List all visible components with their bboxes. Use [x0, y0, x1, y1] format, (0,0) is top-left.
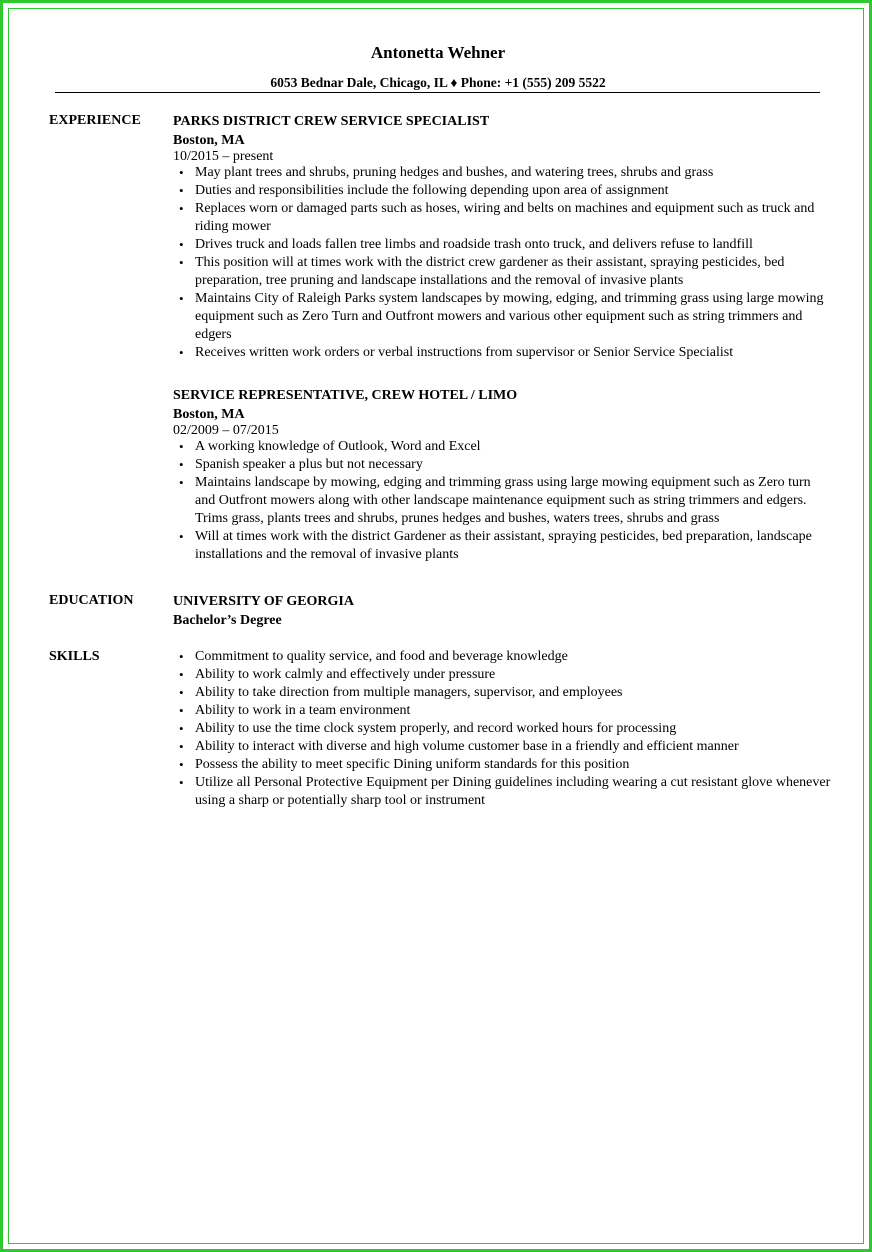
section-label-skills: SKILLS — [49, 649, 100, 664]
list-item: • Ability to interact with diverse and high volume customer base in a friendly and efficient manner — [173, 738, 833, 756]
contact-line: 6053 Bednar Dale, Chicago, IL ♦ Phone: +1 (555) 209 5522 — [270, 75, 606, 90]
list-item: • Ability to use the time clock system properly, and record worked hours for processing — [173, 720, 833, 738]
list-item: • Drives truck and loads fallen tree limbs and roadside trash onto truck, and delivers refuse to landfill — [173, 236, 833, 254]
resume-page — [8, 8, 864, 1244]
list-item: • Ability to work in a team environment — [173, 702, 833, 720]
list-item: • Maintains landscape by mowing, edging and trimming grass using large mowing equipment such as Zero turn and Outfront mowers along with other landscape maintenance equipment such as string trimmers and edgers. Trims grass, plants trees and shrubs, prunes hedges and bushes, waters trees, shrubs and grass — [173, 474, 833, 528]
job-bullet-list — [173, 164, 833, 362]
list-item: • Spanish speaker a plus but not necessary — [173, 456, 833, 474]
job-location: Boston, MA — [173, 133, 245, 148]
list-item: • This position will at times work with the district crew gardener as their assistant, spraying pesticides, bed preparation, tree pruning and landscape installations and the removal of invasive plants — [173, 254, 833, 290]
resume-name: Antonetta Wehner — [370, 43, 506, 62]
list-item: • May plant trees and shrubs, pruning hedges and bushes, and watering trees, shrubs and grass — [173, 164, 833, 182]
degree: Bachelor’s Degree — [173, 613, 282, 628]
list-item: • Receives written work orders or verbal instructions from supervisor or Senior Service Specialist — [173, 344, 833, 362]
skills-list — [173, 648, 833, 810]
list-item: • Ability to work calmly and effectively under pressure — [173, 666, 833, 684]
job-bullet-list — [173, 438, 833, 564]
list-item: • Possess the ability to meet specific Dining uniform standards for this position — [173, 756, 833, 774]
job-dates: 02/2009 – 07/2015 — [173, 423, 279, 438]
job-location: Boston, MA — [173, 407, 245, 422]
list-item: • Will at times work with the district Gardener as their assistant, spraying pesticides, bed preparation, landscape installations and the removal of invasive plants — [173, 528, 833, 564]
list-item: • Commitment to quality service, and food and beverage knowledge — [173, 648, 833, 666]
list-item: • Utilize all Personal Protective Equipment per Dining guidelines including wearing a cut resistant glove whenever using a sharp or potentially sharp tool or instrument — [173, 774, 833, 810]
header-divider — [55, 92, 820, 93]
section-label-education: EDUCATION — [49, 593, 134, 608]
job-dates: 10/2015 – present — [173, 149, 274, 164]
list-item: • Maintains City of Raleigh Parks system landscapes by mowing, edging, and trimming grass using large mowing equipment such as Zero Turn and Outfront mowers and various other equipment such as string trimmers and edgers — [173, 290, 833, 344]
list-item: • Ability to take direction from multiple managers, supervisor, and employees — [173, 684, 833, 702]
list-item: • Duties and responsibilities include the following depending upon area of assignment — [173, 182, 833, 200]
list-item: • A working knowledge of Outlook, Word and Excel — [173, 438, 833, 456]
job-title: PARKS DISTRICT CREW SERVICE SPECIALIST — [173, 114, 490, 129]
section-label-experience: EXPERIENCE — [49, 113, 141, 128]
school-name: UNIVERSITY OF GEORGIA — [173, 594, 354, 609]
job-title: SERVICE REPRESENTATIVE, CREW HOTEL / LIMO — [173, 388, 518, 403]
list-item: • Replaces worn or damaged parts such as hoses, wiring and belts on machines and equipment such as truck and riding mower — [173, 200, 833, 236]
